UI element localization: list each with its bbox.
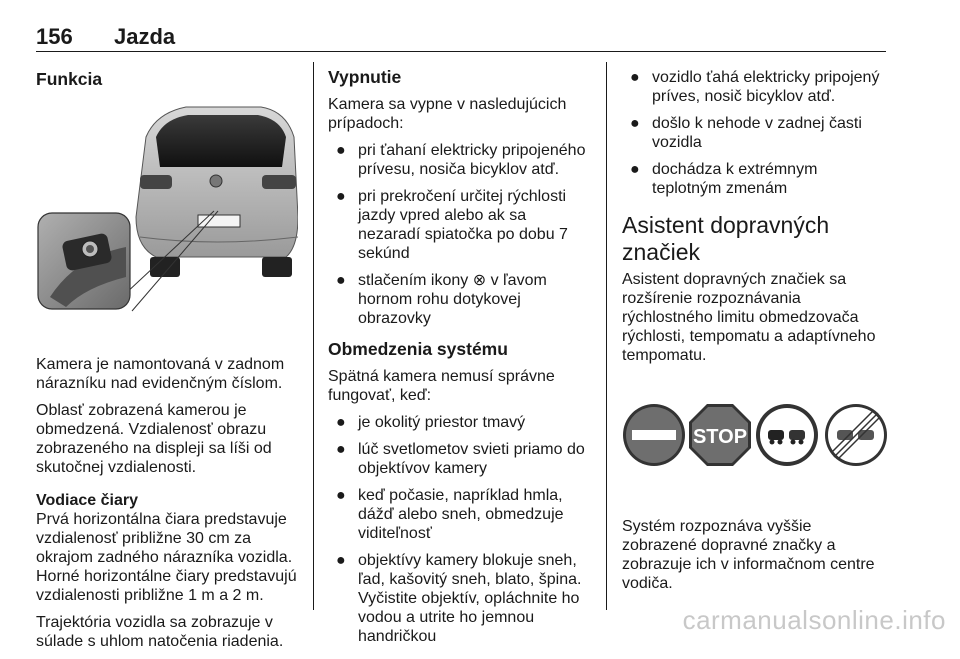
paragraph-traffic-sign-outro: Systém rozpoznáva vyššie zobrazené dopravné značky a zobrazuje ich v informačnom centre vodiča. [622,518,875,592]
bullet-icon: ● [336,441,346,458]
column-2 [328,62,590,654]
list-item: ● pri prekročení určitej rýchlosti jazdy vpred alebo ak sa nezaradí spiatočka po dobu 7 sekúnd [336,188,568,262]
no-overtaking-sign-icon [756,404,818,466]
list-item: ● stlačením ikony ⊗ v ľavom hornom rohu dotykovej obrazovky [336,272,547,327]
paragraph-traffic-sign-intro: Asistent dopravných značiek sa rozšírenie rozpoznávania rýchlostného limitu obmedzovača rýchlosti, tempomatu a adaptívneho tempomatu. [622,271,876,364]
bullet-icon: ● [336,272,346,289]
subheading-guide-lines: Vodiace čiary [36,492,138,509]
column-1 [36,62,298,659]
list-item: ● keď počasie, napríklad hmla, dážď alebo sneh, obmedzuje viditeľnosť [336,487,564,542]
list-item: ● je okolitý priestor tmavý [336,414,526,431]
bullet-icon: ● [336,142,346,159]
intro-limits: Spätná kamera nemusí správne fungovať, keď: [328,368,555,404]
header-rule [36,51,886,52]
no-entry-sign-icon [623,404,685,466]
limits-list-continued [622,68,890,198]
paragraph-horizontal-lines: Prvá horizontálna čiara predstavuje vzdialenosť približne 30 cm za okrajom zadného nárazníka vozidla. Horné horizontálne čiary predstavujú vzdialenosti približne 1 m a 2 m. [36,511,297,604]
list-item: ● vozidlo ťahá elektricky pripojený príves, nosič bicyklov atď. [630,69,880,105]
heading-traffic-sign-assistant: Asistent dopravných značiek [622,212,830,265]
list-item: ● pri ťahaní elektricky pripojeného prívesu, nosiča bicyklov atď. [336,142,586,178]
traffic-signs-illustration [622,387,890,487]
list-item: ● lúč svetlometov svieti priamo do objektívov kamery [336,441,585,477]
bullet-icon: ● [630,69,640,86]
heading-vypnutie: Vypnutie [328,67,402,87]
page-header [36,24,886,52]
section-title: Jazda [114,24,176,49]
column-divider-2 [606,62,607,610]
paragraph-camera-area: Oblasť zobrazená kamerou je obmedzená. Vzdialenosť obrazu zobrazeného na displeji sa líši od skutočnej vzdialenosti. [36,402,272,476]
list-item: ● dochádza k extrémnym teplotným zmenám [630,161,818,197]
stop-sign-icon [689,404,751,466]
end-of-no-overtaking-sign-icon [825,404,887,466]
paragraph-camera-mounted: Kamera je namontovaná v zadnom nárazníku nad evidenčným číslom. [36,356,285,392]
bullet-icon: ● [630,161,640,178]
rear-camera-illustration [36,97,298,335]
intro-deactivation: Kamera sa vypne v nasledujúcich prípadoch: [328,96,567,132]
limits-list [328,413,590,646]
bullet-icon: ● [336,414,346,431]
list-item: ● došlo k nehode v zadnej časti vozidla [630,115,862,151]
bullet-icon: ● [336,552,346,569]
column-3 [622,62,890,601]
paragraph-trajectory: Trajektória vozidla sa zobrazuje v súlade s uhlom natočenia riadenia. [36,614,284,650]
svg-text:STOP: STOP [692,426,748,448]
column-divider-1 [313,62,314,610]
page-number: 156 [36,24,73,49]
bullet-icon: ● [630,115,640,132]
deactivation-list [328,141,590,328]
bullet-icon: ● [336,188,346,205]
heading-funkcia: Funkcia [36,69,103,89]
bullet-icon: ● [336,487,346,504]
watermark: carmanualsonline.info [682,605,946,635]
heading-system-limits: Obmedzenia systému [328,339,508,359]
list-item: ● objektívy kamery blokuje sneh, ľad, kašovitý sneh, blato, špina. Vyčistite objektív, opláchnite ho vodou a utrite ho jemnou handričkou [336,552,582,645]
